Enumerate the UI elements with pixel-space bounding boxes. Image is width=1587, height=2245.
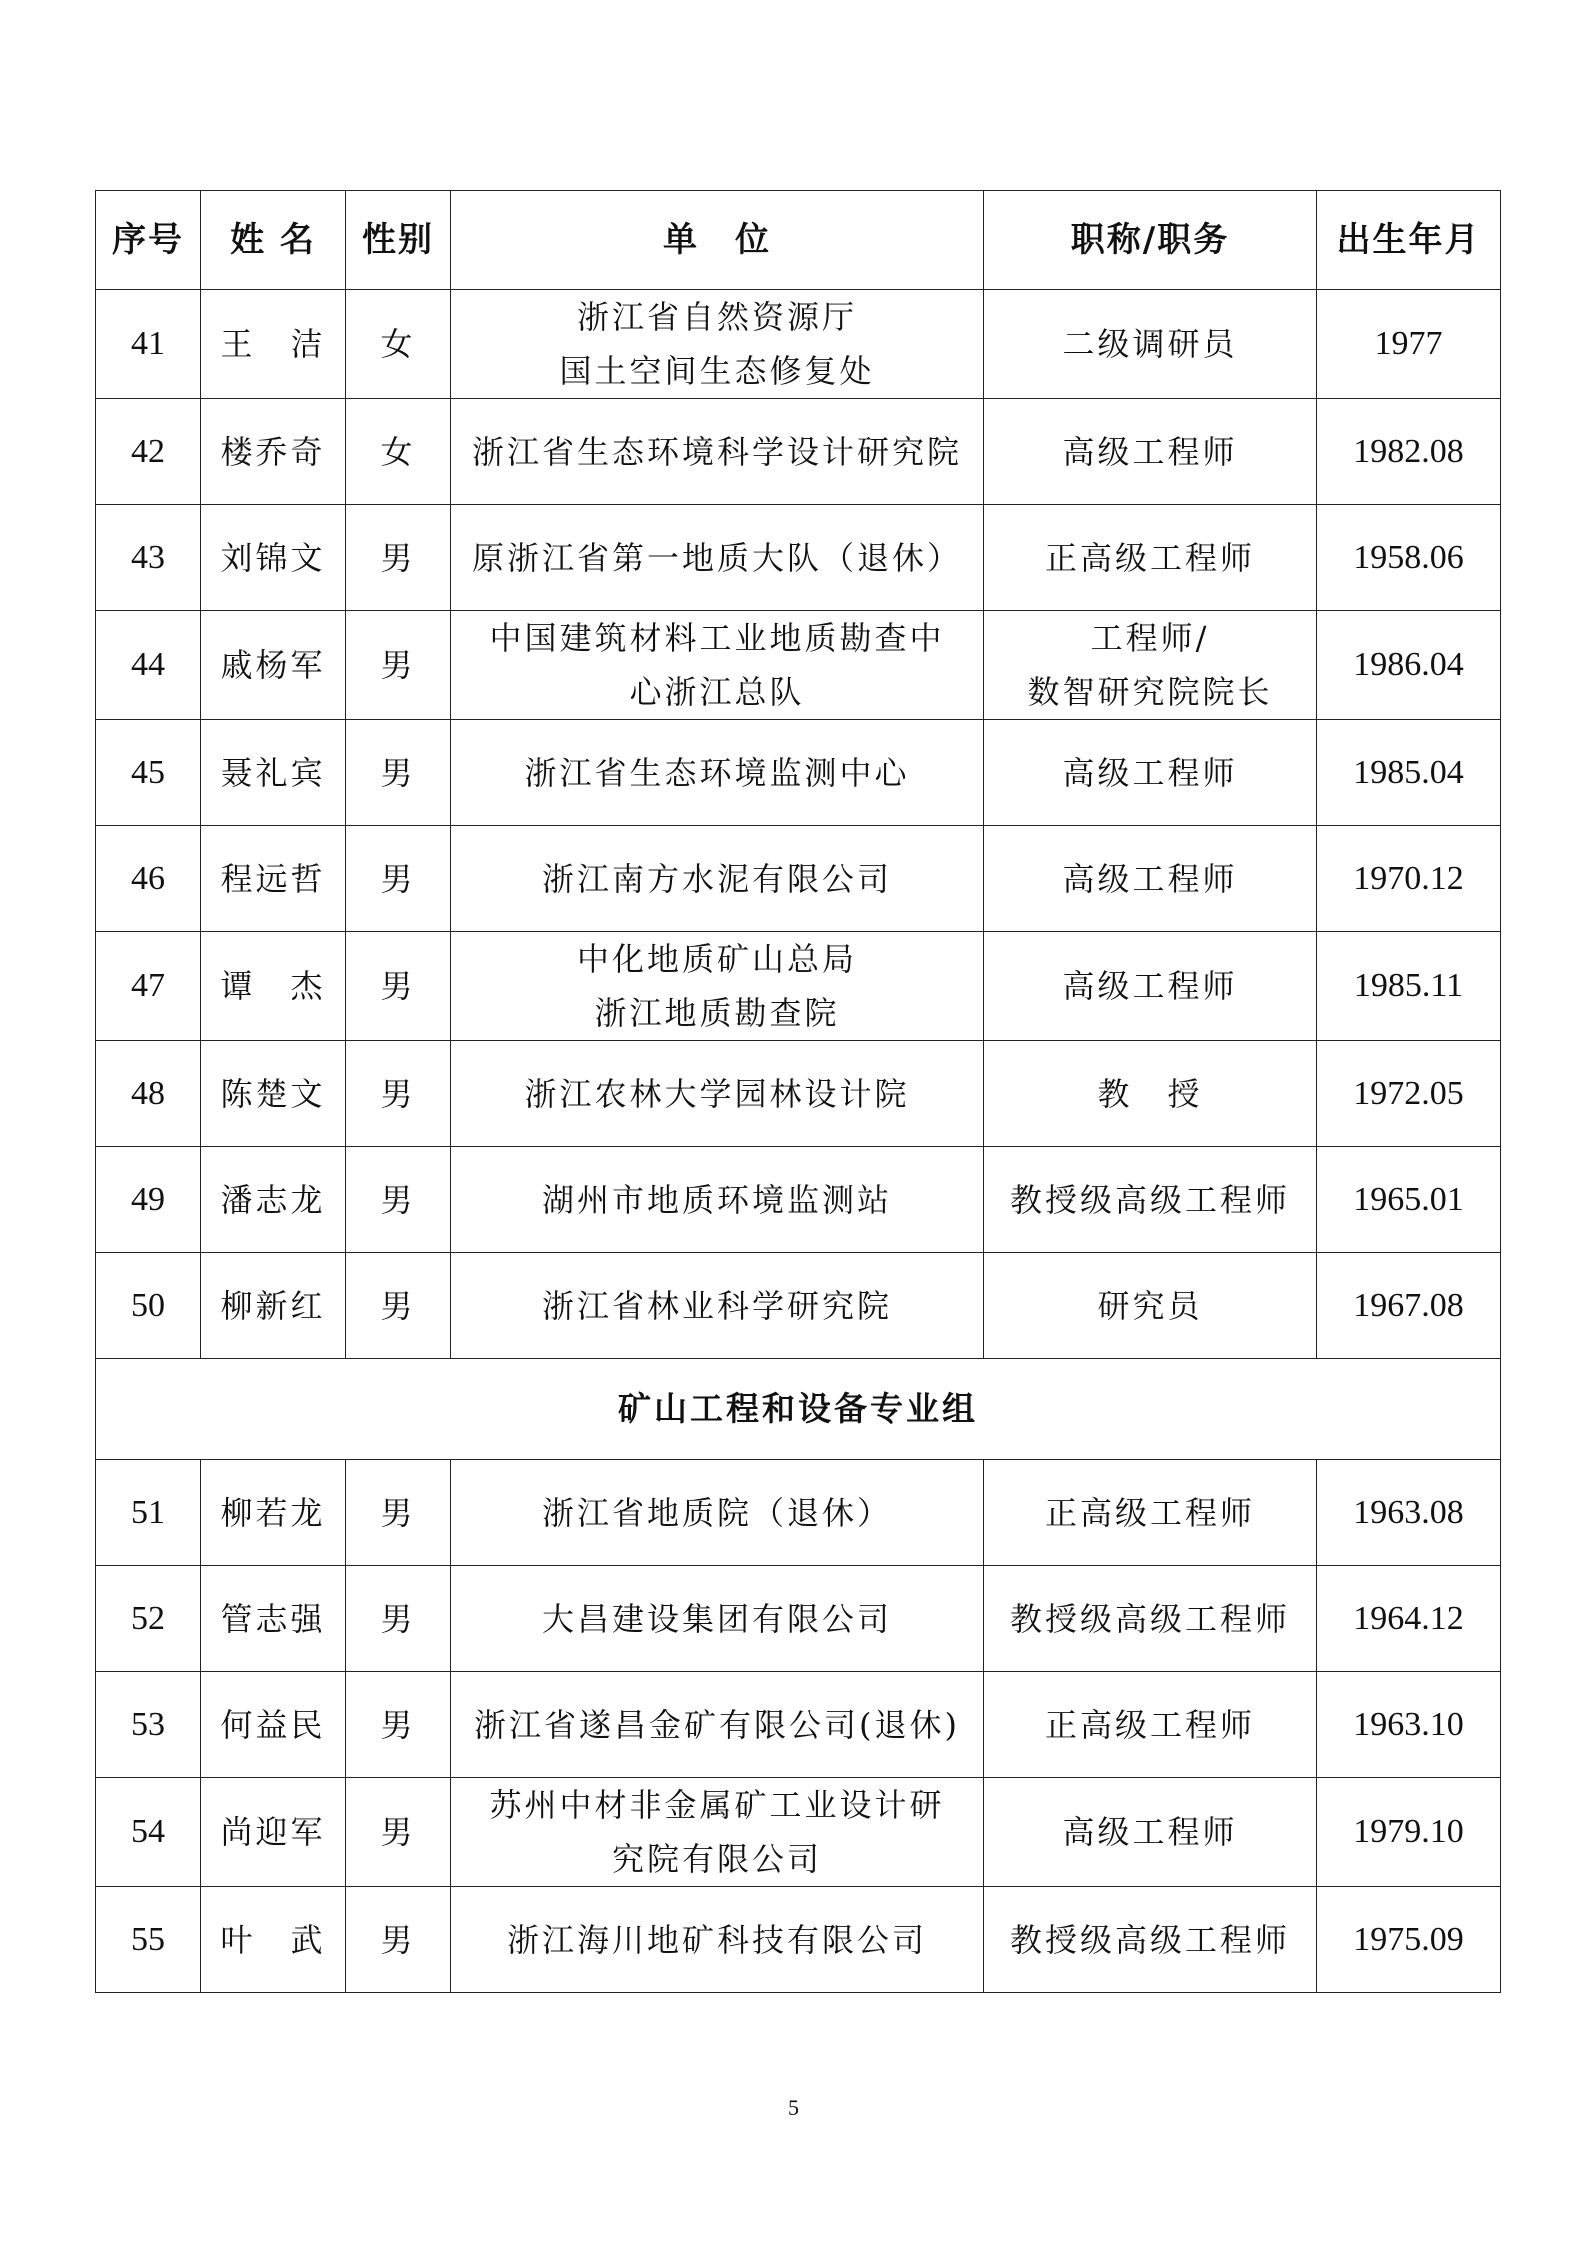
cell-number: 55 — [96, 1887, 201, 1993]
cell-name: 楼乔奇 — [201, 399, 346, 505]
cell-unit-line: 原浙江省第一地质大队（退休） — [471, 538, 962, 577]
cell-title-line: 正高级工程师 — [1044, 1493, 1255, 1532]
cell-name: 戚杨军 — [201, 611, 346, 720]
cell-title-line: 教授级高级工程师 — [1009, 1599, 1290, 1638]
cell-title — [984, 826, 1317, 932]
cell-title-line: 高级工程师 — [1062, 753, 1238, 792]
cell-number: 51 — [96, 1460, 201, 1566]
header-number: 序号 — [96, 191, 201, 290]
cell-birth: 1985.04 — [1317, 720, 1501, 826]
cell-number: 42 — [96, 399, 201, 505]
cell-title — [984, 1147, 1317, 1253]
cell-gender: 男 — [346, 1887, 451, 1993]
group-label: 矿山工程和设备专业组 — [96, 1359, 1501, 1460]
group-header-row — [96, 1359, 1501, 1460]
cell-unit — [451, 1041, 984, 1147]
table-row — [96, 1887, 1501, 1993]
cell-title — [984, 399, 1317, 505]
header-birth: 出生年月 — [1317, 191, 1501, 290]
cell-unit-line: 浙江省地质院（退休） — [541, 1493, 892, 1532]
table-row — [96, 1460, 1501, 1566]
cell-title — [984, 932, 1317, 1041]
cell-title-line: 教 授 — [1097, 1074, 1203, 1113]
cell-gender: 男 — [346, 1147, 451, 1253]
cell-number: 53 — [96, 1672, 201, 1778]
cell-unit-line: 大昌建设集团有限公司 — [541, 1599, 892, 1638]
cell-birth: 1967.08 — [1317, 1253, 1501, 1359]
cell-gender: 男 — [346, 1672, 451, 1778]
cell-unit — [451, 1147, 984, 1253]
cell-unit — [451, 1253, 984, 1359]
table-row — [96, 932, 1501, 1041]
cell-birth: 1963.10 — [1317, 1672, 1501, 1778]
table-row — [96, 1566, 1501, 1672]
cell-unit-line: 苏州中材非金属矿工业设计研 — [489, 1786, 945, 1824]
cell-unit-line: 湖州市地质环境监测站 — [541, 1180, 892, 1219]
cell-name: 尚迎军 — [201, 1778, 346, 1887]
cell-unit-line: 浙江省遂昌金矿有限公司(退休) — [474, 1705, 960, 1744]
cell-name: 聂礼宾 — [201, 720, 346, 826]
cell-unit — [451, 1778, 984, 1887]
cell-title — [984, 1253, 1317, 1359]
cell-title — [984, 1566, 1317, 1672]
cell-name: 叶 武 — [201, 1887, 346, 1993]
cell-number: 52 — [96, 1566, 201, 1672]
header-title: 职称/职务 — [984, 191, 1317, 290]
cell-unit — [451, 1566, 984, 1672]
table-row — [96, 505, 1501, 611]
cell-unit-line: 浙江海川地矿科技有限公司 — [506, 1920, 927, 1959]
cell-number: 43 — [96, 505, 201, 611]
cell-number: 54 — [96, 1778, 201, 1887]
cell-title-line: 高级工程师 — [1062, 1813, 1238, 1851]
cell-gender: 男 — [346, 720, 451, 826]
cell-unit-line: 浙江省生态环境监测中心 — [524, 753, 910, 792]
cell-unit-line: 浙江省林业科学研究院 — [541, 1286, 892, 1325]
cell-title — [984, 720, 1317, 826]
cell-title — [984, 1041, 1317, 1147]
cell-gender: 男 — [346, 1460, 451, 1566]
cell-title-line: 教授级高级工程师 — [1009, 1920, 1290, 1959]
cell-birth: 1965.01 — [1317, 1147, 1501, 1253]
cell-number: 45 — [96, 720, 201, 826]
table-row — [96, 720, 1501, 826]
cell-gender: 男 — [346, 1778, 451, 1887]
table-row — [96, 611, 1501, 720]
cell-birth: 1975.09 — [1317, 1887, 1501, 1993]
cell-name: 潘志龙 — [201, 1147, 346, 1253]
cell-number: 49 — [96, 1147, 201, 1253]
cell-unit-line: 浙江地质勘查院 — [594, 994, 840, 1032]
cell-gender: 男 — [346, 1041, 451, 1147]
cell-birth: 1982.08 — [1317, 399, 1501, 505]
cell-name: 谭 杰 — [201, 932, 346, 1041]
cell-birth: 1958.06 — [1317, 505, 1501, 611]
cell-gender: 男 — [346, 611, 451, 720]
cell-name: 管志强 — [201, 1566, 346, 1672]
table-row — [96, 826, 1501, 932]
cell-birth: 1964.12 — [1317, 1566, 1501, 1672]
cell-birth: 1972.05 — [1317, 1041, 1501, 1147]
cell-gender: 男 — [346, 826, 451, 932]
expert-list-table — [95, 190, 1501, 1993]
cell-gender: 女 — [346, 290, 451, 399]
table-row — [96, 399, 1501, 505]
cell-unit — [451, 1887, 984, 1993]
cell-title — [984, 290, 1317, 399]
header-name: 姓 名 — [201, 191, 346, 290]
cell-unit — [451, 720, 984, 826]
cell-number: 46 — [96, 826, 201, 932]
cell-birth: 1963.08 — [1317, 1460, 1501, 1566]
cell-birth: 1977 — [1317, 290, 1501, 399]
cell-name: 柳若龙 — [201, 1460, 346, 1566]
cell-name: 陈楚文 — [201, 1041, 346, 1147]
cell-unit-line: 中国建筑材料工业地质勘查中 — [489, 619, 945, 657]
cell-number: 48 — [96, 1041, 201, 1147]
cell-name: 程远哲 — [201, 826, 346, 932]
cell-title — [984, 1460, 1317, 1566]
cell-unit-line: 心浙江总队 — [629, 673, 805, 711]
cell-unit — [451, 505, 984, 611]
cell-number: 44 — [96, 611, 201, 720]
cell-title — [984, 1672, 1317, 1778]
cell-number: 50 — [96, 1253, 201, 1359]
cell-title-line: 工程师/ — [1090, 619, 1210, 657]
cell-gender: 男 — [346, 932, 451, 1041]
cell-unit-line: 浙江省生态环境科学设计研究院 — [471, 432, 962, 471]
cell-unit — [451, 290, 984, 399]
table-row — [96, 1672, 1501, 1778]
header-unit: 单 位 — [451, 191, 984, 290]
cell-name: 何益民 — [201, 1672, 346, 1778]
cell-title — [984, 1778, 1317, 1887]
cell-title — [984, 611, 1317, 720]
cell-birth: 1970.12 — [1317, 826, 1501, 932]
cell-unit — [451, 1672, 984, 1778]
table-row — [96, 1778, 1501, 1887]
cell-title-line: 数智研究院院长 — [1027, 673, 1273, 711]
cell-title — [984, 1887, 1317, 1993]
cell-name: 柳新红 — [201, 1253, 346, 1359]
cell-title-line: 研究员 — [1097, 1286, 1203, 1325]
cell-unit — [451, 932, 984, 1041]
table-row — [96, 290, 1501, 399]
cell-unit — [451, 611, 984, 720]
cell-gender: 男 — [346, 1566, 451, 1672]
cell-number: 41 — [96, 290, 201, 399]
table-body — [96, 290, 1501, 1993]
cell-title-line: 高级工程师 — [1062, 967, 1238, 1005]
cell-unit-line: 究院有限公司 — [611, 1840, 822, 1878]
cell-birth: 1979.10 — [1317, 1778, 1501, 1887]
cell-unit-line: 浙江省自然资源厅 — [576, 298, 857, 336]
cell-title-line: 高级工程师 — [1062, 859, 1238, 898]
cell-name: 王 洁 — [201, 290, 346, 399]
cell-gender: 女 — [346, 399, 451, 505]
cell-birth: 1985.11 — [1317, 932, 1501, 1041]
page-number: 5 — [788, 2095, 799, 2120]
cell-title-line: 正高级工程师 — [1044, 1705, 1255, 1744]
cell-unit-line: 浙江南方水泥有限公司 — [541, 859, 892, 898]
cell-name: 刘锦文 — [201, 505, 346, 611]
cell-unit-line: 浙江农林大学园林设计院 — [524, 1074, 910, 1113]
cell-gender: 男 — [346, 1253, 451, 1359]
cell-title-line: 正高级工程师 — [1044, 538, 1255, 577]
cell-gender: 男 — [346, 505, 451, 611]
table-header-row — [96, 191, 1501, 290]
cell-title — [984, 505, 1317, 611]
cell-title-line: 教授级高级工程师 — [1009, 1180, 1290, 1219]
header-gender: 性别 — [346, 191, 451, 290]
cell-number: 47 — [96, 932, 201, 1041]
cell-birth: 1986.04 — [1317, 611, 1501, 720]
cell-unit — [451, 399, 984, 505]
cell-unit — [451, 826, 984, 932]
table-row — [96, 1041, 1501, 1147]
cell-unit-line: 国土空间生态修复处 — [559, 352, 875, 390]
table-row — [96, 1147, 1501, 1253]
table-row — [96, 1253, 1501, 1359]
cell-unit — [451, 1460, 984, 1566]
cell-title-line: 二级调研员 — [1062, 325, 1238, 363]
cell-title-line: 高级工程师 — [1062, 432, 1238, 471]
cell-unit-line: 中化地质矿山总局 — [576, 940, 857, 978]
